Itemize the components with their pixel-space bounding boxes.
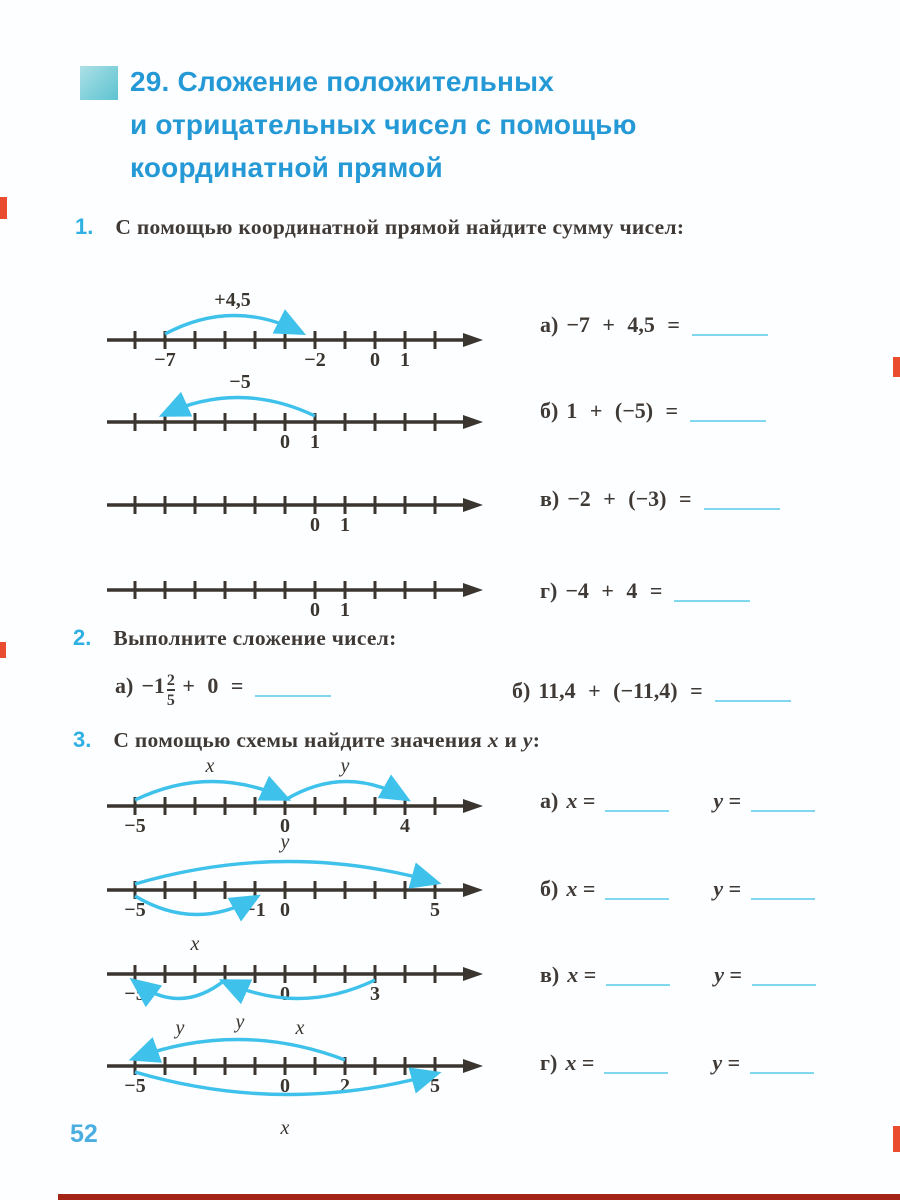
equation-3d-label: г)	[540, 1050, 558, 1075]
scan-artifact	[893, 357, 900, 377]
problem-3-var-y: y	[522, 728, 533, 752]
equation-3c-label: в)	[540, 962, 560, 987]
equation-1c-expression: −2 + (−3) =	[567, 486, 692, 511]
arc-label: y	[235, 1011, 245, 1033]
jump-arc	[225, 980, 375, 999]
answer-blank	[690, 416, 766, 422]
jump-arc	[135, 980, 225, 999]
problem-2-text: Выполните сложение чисел:	[113, 626, 397, 650]
tick-label: 2	[340, 1075, 350, 1097]
title-line-1: 29. Сложение положительных	[130, 66, 555, 97]
var-x: x	[567, 962, 579, 987]
equation-2b-expression: 11,4 + (−11,4) =	[538, 678, 703, 703]
scan-artifact	[893, 1126, 900, 1152]
section-marker	[80, 66, 118, 100]
tick-label: −5	[124, 815, 146, 837]
tick-label: 0	[310, 599, 320, 621]
tick-label: 5	[430, 1075, 440, 1097]
arc-label: x	[280, 1117, 290, 1139]
var-x: x	[565, 1050, 577, 1075]
equation-2b-label: б)	[512, 678, 531, 703]
problem-2-header	[73, 625, 397, 651]
equation-1c	[540, 486, 780, 512]
tick-label: 4	[400, 815, 410, 837]
problem-2-number: 2.	[73, 625, 92, 650]
numberline-diagram-3d	[105, 1008, 485, 1145]
page-number: 52	[70, 1120, 98, 1148]
title-line-2: и отрицательных чисел с помощью	[130, 109, 637, 140]
equals-sign: =	[583, 962, 597, 987]
answer-blank	[674, 596, 750, 602]
answer-blank	[605, 806, 669, 812]
equals-sign: =	[728, 876, 742, 901]
equation-1b	[540, 398, 766, 424]
tick-label: 0	[310, 514, 320, 536]
answer-blank	[715, 696, 791, 702]
arc-label: y	[340, 755, 350, 777]
jump-arc	[165, 315, 300, 334]
answer-blank	[751, 894, 815, 900]
answer-blank	[604, 1068, 668, 1074]
tick-label: 0	[370, 349, 380, 371]
tick-label: −5	[124, 899, 146, 921]
tick-label: 3	[370, 983, 380, 1005]
tick-label: −7	[154, 349, 176, 371]
fraction-numerator: 2	[166, 672, 175, 689]
var-x: x	[566, 788, 578, 813]
jump-arc	[135, 1039, 345, 1060]
problem-3-var-x: x	[487, 728, 499, 752]
tick-label: 1	[400, 349, 410, 371]
scan-artifact	[0, 197, 7, 219]
equals-sign: =	[728, 788, 742, 813]
answer-blank	[704, 504, 780, 510]
equation-2a-label: а)	[115, 673, 134, 698]
equation-2a	[115, 672, 331, 709]
arc-label: x	[295, 1017, 305, 1039]
tick-label: 0	[280, 1075, 290, 1097]
numberline-diagram-1d	[105, 564, 485, 633]
equation-2a-fraction	[167, 672, 175, 709]
jump-arc	[165, 397, 315, 416]
problem-3-number: 3.	[73, 727, 92, 752]
var-y: y	[713, 788, 724, 813]
equation-3b	[540, 876, 815, 902]
equation-1d-expression: −4 + 4 =	[565, 578, 663, 603]
answer-blank	[606, 980, 670, 986]
equals-sign: =	[581, 1050, 595, 1075]
equation-2b	[512, 678, 791, 704]
equals-sign: =	[727, 1050, 741, 1075]
tick-label: 1	[310, 431, 320, 453]
scan-artifact	[58, 1194, 900, 1200]
scan-artifact	[0, 642, 6, 658]
tick-label: 5	[430, 899, 440, 921]
arc-label: y	[280, 831, 290, 853]
arc-label: x	[205, 755, 215, 777]
jump-arc	[135, 781, 285, 800]
tick-label: −5	[124, 983, 146, 1005]
equation-1d-label: г)	[540, 578, 558, 603]
section-title	[130, 60, 770, 189]
problem-1-number: 1.	[75, 214, 94, 239]
numberline-diagram-1c	[105, 479, 485, 548]
problem-1-header	[75, 214, 684, 240]
tick-label: 1	[340, 599, 350, 621]
equals-sign: =	[729, 962, 743, 987]
equation-3a	[540, 788, 815, 814]
tick-label: 0	[280, 815, 290, 837]
tick-label: 0	[280, 899, 290, 921]
numberline-diagram-3b	[105, 826, 485, 963]
var-y: y	[713, 876, 724, 901]
tick-label: 0	[280, 431, 290, 453]
answer-blank	[692, 330, 768, 336]
jump-arc	[135, 861, 435, 884]
problem-3-text-pre: С помощью схемы найдите значения	[113, 728, 488, 752]
answer-blank	[605, 894, 669, 900]
arc-label: −5	[229, 371, 251, 393]
numberline-diagram-1b	[105, 360, 485, 465]
equation-1b-expression: 1 + (−5) =	[566, 398, 679, 423]
arc-label: y	[175, 1017, 185, 1039]
equation-1a-label: а)	[540, 312, 559, 337]
equals-sign: =	[582, 788, 596, 813]
equation-1b-label: б)	[540, 398, 559, 423]
answer-blank	[255, 691, 331, 697]
equation-3a-label: а)	[540, 788, 559, 813]
equation-3d	[540, 1050, 814, 1076]
equation-2a-rest: + 0 =	[182, 673, 244, 698]
equation-3b-label: б)	[540, 876, 559, 901]
equals-sign: =	[582, 876, 596, 901]
equation-1d	[540, 578, 750, 604]
tick-label: 1	[340, 514, 350, 536]
var-x: x	[566, 876, 578, 901]
equation-2a-integer: −1	[141, 673, 165, 698]
answer-blank	[752, 980, 816, 986]
equation-3c	[540, 962, 816, 988]
problem-3-text-post: :	[532, 728, 541, 752]
tick-label: −1	[244, 899, 266, 921]
arc-label: +4,5	[214, 289, 251, 311]
arc-label: x	[190, 933, 200, 955]
var-y: y	[714, 962, 725, 987]
problem-3-text-mid: и	[498, 728, 523, 752]
tick-label: −2	[304, 349, 326, 371]
var-y: y	[712, 1050, 723, 1075]
equation-1a	[540, 312, 768, 338]
answer-blank	[750, 1068, 814, 1074]
equation-1a-expression: −7 + 4,5 =	[566, 312, 680, 337]
title-line-3: координатной прямой	[130, 152, 443, 183]
problem-1-text: С помощью координатной прямой найдите сумму чисел:	[115, 215, 685, 239]
tick-label: −5	[124, 1075, 146, 1097]
answer-blank	[751, 806, 815, 812]
tick-label: 0	[280, 983, 290, 1005]
fraction-denominator: 5	[167, 689, 175, 709]
equation-1c-label: в)	[540, 486, 560, 511]
